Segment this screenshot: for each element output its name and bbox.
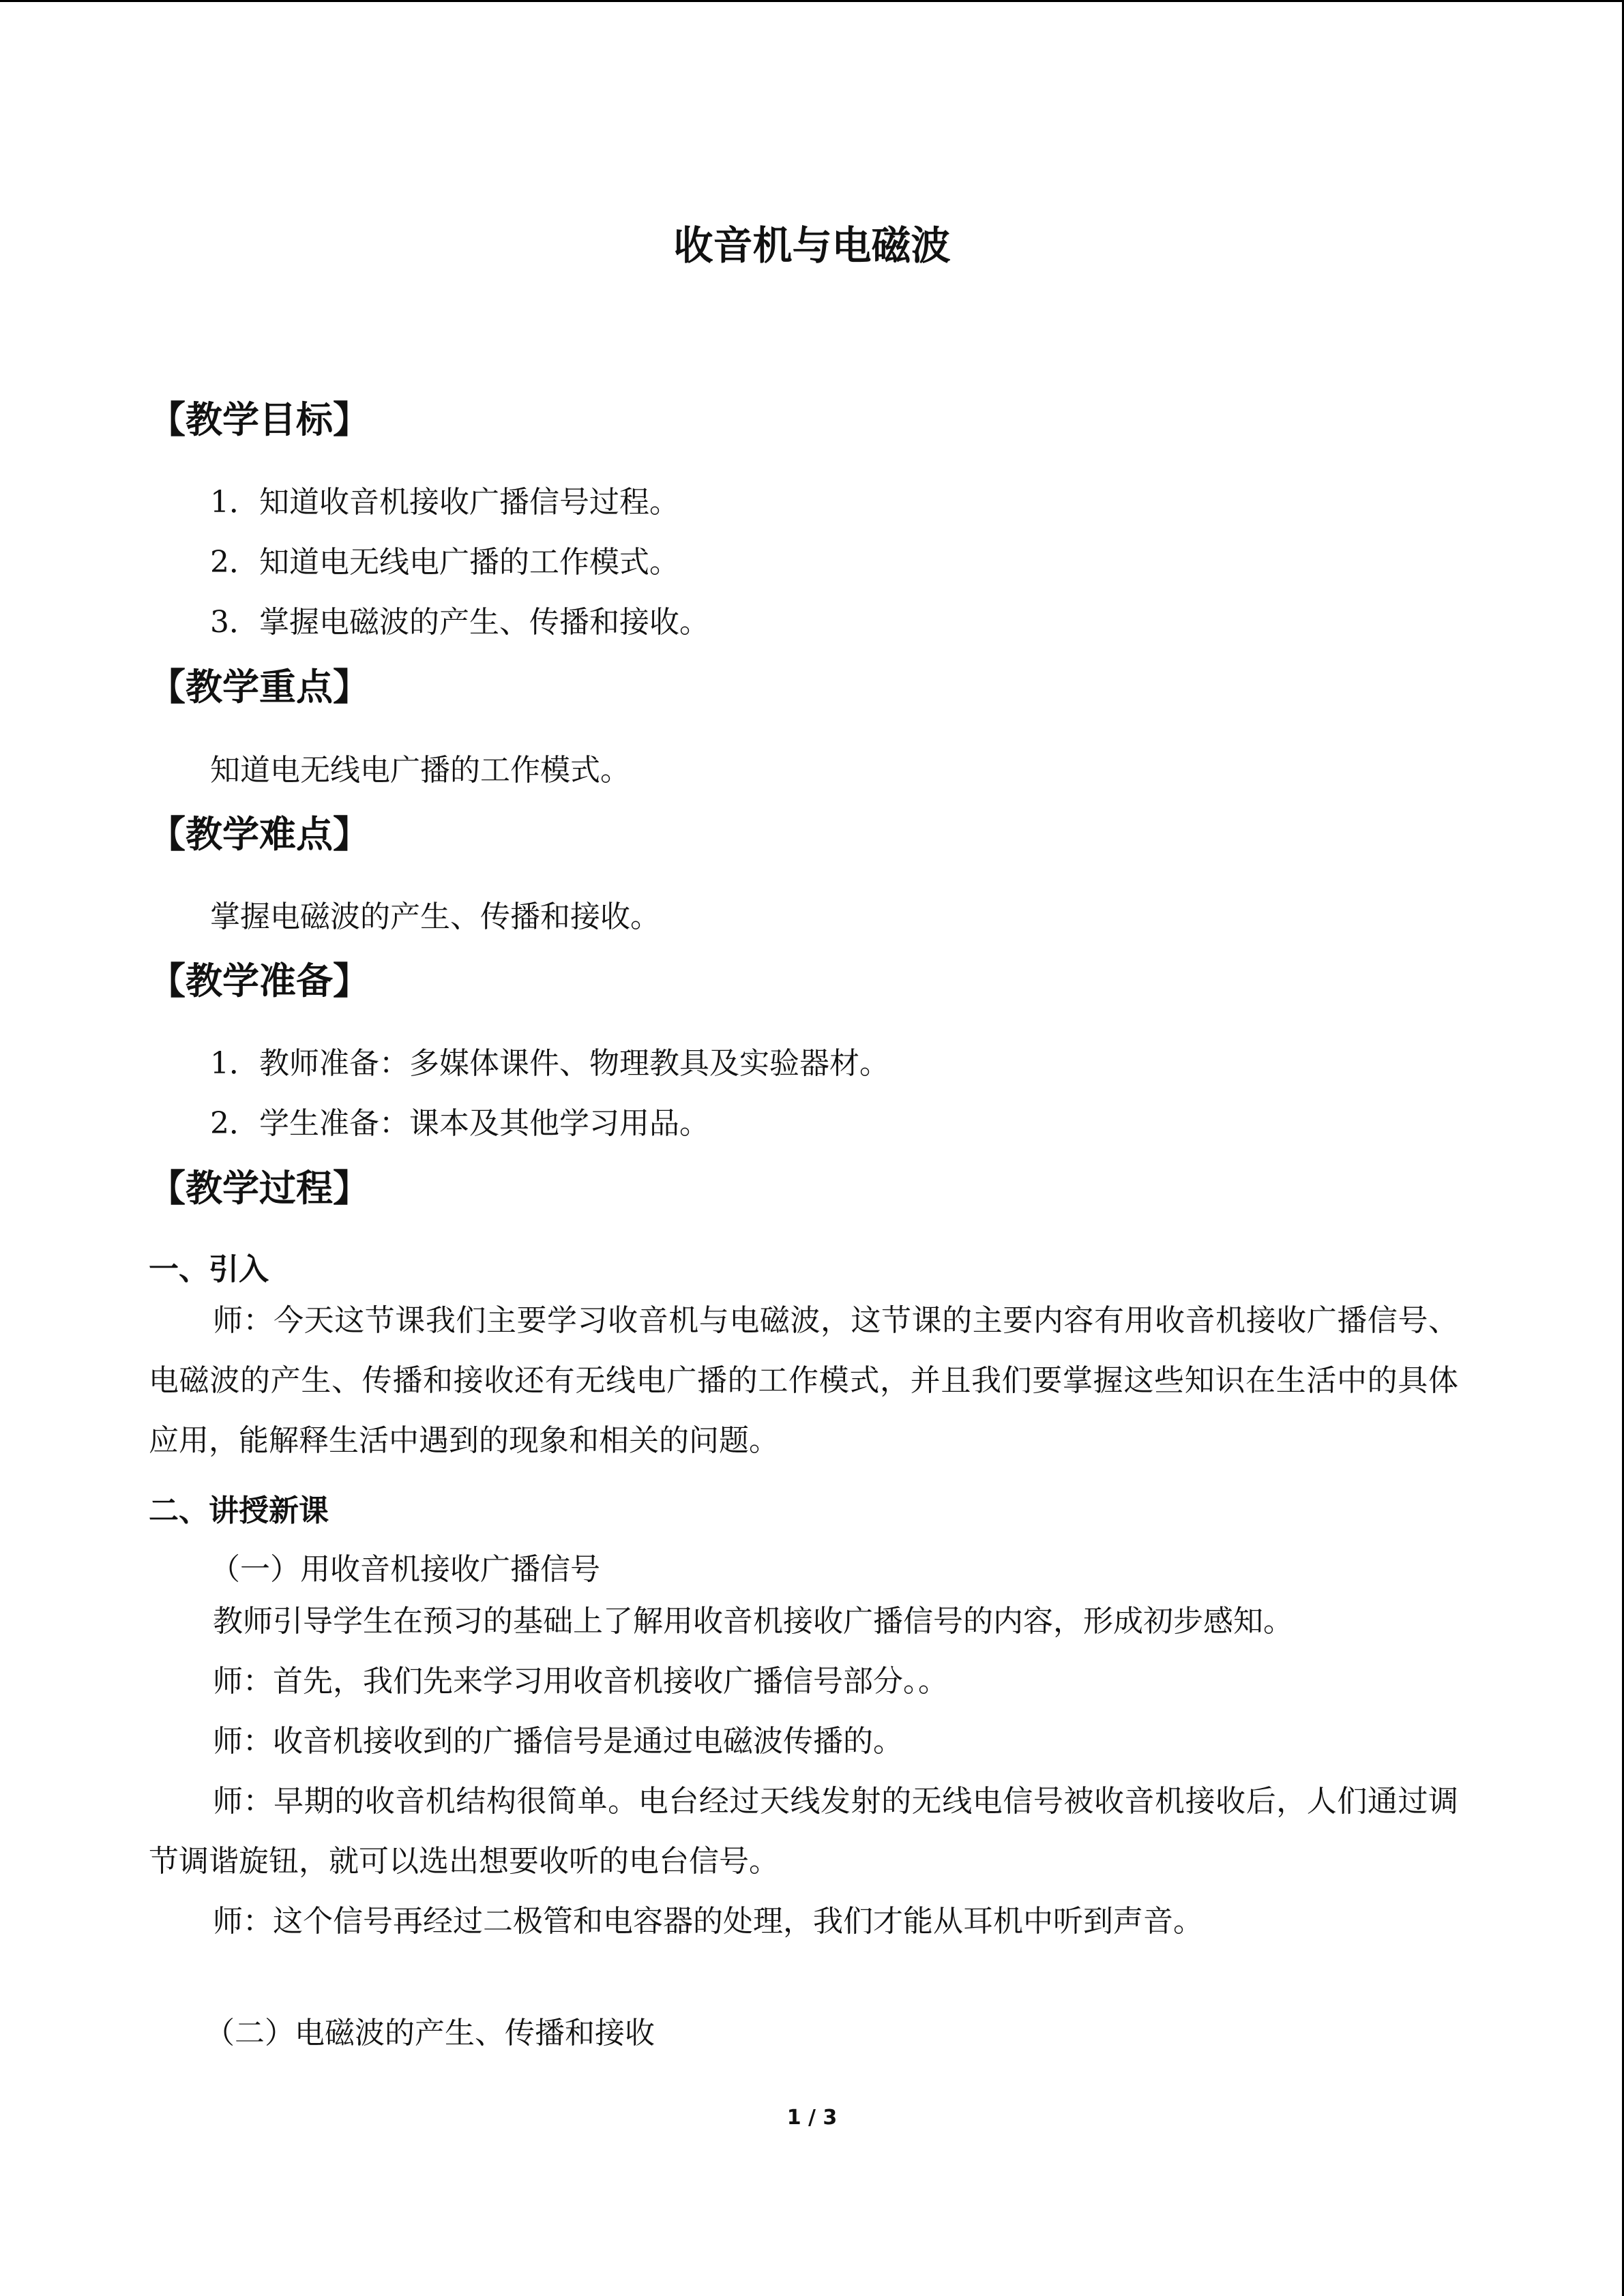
preparation-heading: 【教学准备】 [149,959,370,1002]
process-heading: 【教学过程】 [149,1167,370,1210]
section-1-title: （一）用收音机接收广播信号 [210,1552,600,1587]
intro-heading: 一、引入 [149,1252,269,1287]
difficulties-text: 掌握电磁波的产生、传播和接收。 [210,899,660,934]
lesson-paragraph-5: 师：这个信号再经过二极管和电容器的处理，我们才能从耳机中听到声音。 [213,1904,1203,1939]
objective-item-1: 1．知道收音机接收广播信号过程。 [210,485,679,520]
lesson-paragraph-2: 师：首先，我们先来学习用收音机接收广播信号部分。。 [213,1664,948,1699]
preparation-item-2: 2．学生准备：课本及其他学习用品。 [210,1106,709,1141]
page-number: 1 / 3 [786,2106,838,2130]
new-lesson-heading: 二、讲授新课 [149,1493,329,1528]
objective-item-2: 2．知道电无线电广播的工作模式。 [210,545,679,580]
page-title: 收音机与电磁波 [673,222,951,269]
lesson-paragraph-1: 教师引导学生在预习的基础上了解用收音机接收广播信号的内容，形成初步感知。 [213,1604,1293,1639]
section-2-title: （二）电磁波的产生、传播和接收 [205,2016,655,2051]
lesson-paragraph-4: 师：早期的收音机结构很简单。电台经过天线发射的无线电信号被收音机接收后，人们通过调节调谐旋钮，就可以选出想要收听的电台信号。 [149,1784,1458,1879]
key-points-heading: 【教学重点】 [149,666,370,709]
intro-paragraph: 师：今天这节课我们主要学习收音机与电磁波，这节课的主要内容有用收音机接收广播信号、电磁波的产生、传播和接收还有无线电广播的工作模式，并且我们要掌握这些知识在生活中的具体应用，能解释生活中遇到的现象和相关的问题。 [149,1303,1458,1458]
difficulties-heading: 【教学难点】 [149,813,370,856]
objective-item-3: 3．掌握电磁波的产生、传播和接收。 [210,605,709,640]
key-points-text: 知道电无线电广播的工作模式。 [210,753,630,788]
lesson-paragraph-3: 师：收音机接收到的广播信号是通过电磁波传播的。 [213,1724,903,1759]
objectives-heading: 【教学目标】 [149,398,370,441]
preparation-item-1: 1．教师准备：多媒体课件、物理教具及实验器材。 [210,1046,889,1081]
